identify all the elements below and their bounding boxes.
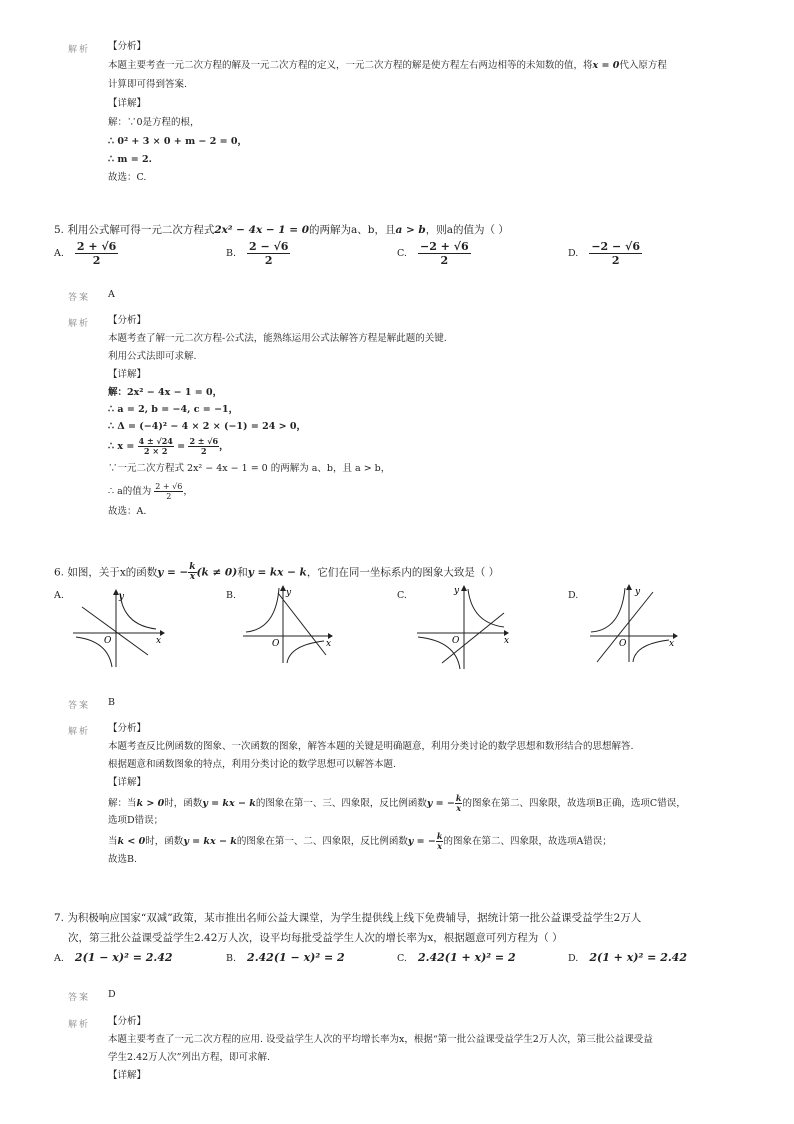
q5-analysis-heading: 【分析】	[108, 315, 147, 326]
q6-detail-heading: 【详解】	[108, 777, 147, 788]
q7-option-d[interactable]: D. 2(1 + x)² = 2.42	[568, 951, 687, 964]
y-label: y	[635, 587, 641, 597]
q4-step-4: 故选：C.	[108, 172, 147, 183]
q7-option-a[interactable]: A. 2(1 − x)² = 2.42	[54, 951, 173, 964]
q5-option-b[interactable]: B. $\frac{2 - √6}{2}$	[226, 240, 289, 267]
q4-analysis-heading: 【分析】	[108, 41, 147, 52]
y-axis-arrow	[461, 585, 467, 591]
q5-option-b-fraction: $\frac{2 - √6}{2}$	[249, 240, 289, 267]
q5-option-a-fraction: $\frac{2 + √6}{2}$	[76, 240, 117, 267]
y-label: y	[119, 592, 125, 602]
q4-analysis-line1: 本题主要考查一元二次方程的解及一元二次方程的定义，一元二次方程的解是使方程左右两边相等的未知数的值，将x = 0代入原方程	[108, 60, 667, 71]
q5-analysis-line2: 利用公式法即可求解.	[108, 351, 197, 362]
analysis-label-q4: 解析	[68, 45, 91, 55]
q5-step-4: ∴ x = $\frac{4 \pm √24}{2 \times 2}$ = $\frac{2 \pm √6}{2}$ ，	[108, 436, 229, 456]
q6-graph-c[interactable]	[412, 583, 512, 673]
q7-analysis-line2: 学生2.42万人次”列出方程，即可求解.	[108, 1052, 271, 1063]
q6-option-b-label[interactable]: B.	[226, 590, 237, 601]
q5-detail-heading: 【详解】	[108, 369, 147, 380]
q6-graph-d[interactable]	[585, 580, 685, 665]
q5-option-a[interactable]: A. $\frac{2 + √6}{2}$	[54, 240, 117, 267]
hyperbola-branch-2	[287, 641, 324, 663]
hyperbola-branch-1	[246, 588, 279, 632]
y-axis-arrow	[626, 584, 632, 590]
answer-label-q5: 答案	[68, 293, 91, 303]
q6-step-1: 解：当k > 0时，函数y = kx − k的图象在第一、三、四象限，反比例函数y = − $\frac{k}{x}$ 的图象在第二、四象限，故选项B正确，选项C错误，	[108, 793, 686, 813]
y-label: y	[286, 588, 292, 598]
q5-option-c[interactable]: C. $\frac{-2 + √6}{2}$	[397, 240, 469, 267]
q4-step-1: 解：∵0是方程的根，	[108, 117, 200, 128]
q5-option-d[interactable]: D. $\frac{-2 - √6}{2}$	[568, 240, 640, 267]
q5-step-6: ∴ a的值为 $\frac{2 + √6}{2}$ ，	[108, 482, 193, 501]
origin-label: O	[452, 636, 460, 646]
hyperbola-branch-1	[120, 593, 156, 629]
answer-label-q6: 答案	[68, 701, 91, 711]
origin-label: O	[619, 639, 627, 649]
x-label: x	[326, 639, 332, 649]
line-graph	[278, 593, 326, 655]
q7-detail-heading: 【详解】	[108, 1070, 147, 1081]
q6-graph-b[interactable]	[238, 583, 338, 668]
q5-step-1: 解：2x² − 4x − 1 = 0，	[108, 387, 223, 398]
q5-answer: A	[108, 289, 115, 300]
hyperbola-branch-1	[591, 588, 625, 632]
q6-step-3: 当k < 0时，函数y = kx − k的图象在第一、二、四象限，反比例函数y = − $\frac{k}{x}$ 的图象在第二、四象限，故选项A错误；	[108, 831, 612, 851]
q6-step-2: 选项D错误；	[108, 815, 164, 826]
origin-label: O	[272, 639, 280, 649]
analysis-label-q6: 解析	[68, 727, 91, 737]
q6-analysis-line2: 根据题意和函数图象的特点，利用分类讨论的数学思想可以解答本题.	[108, 759, 397, 770]
q4-analysis-line2: 计算即可得到答案.	[108, 79, 188, 90]
q6-analysis-line1: 本题考查反比例函数的图象、一次函数的图象，解答本题的关键是明确题意，利用分类讨论的数学思想和数形结合的思想解答.	[108, 741, 634, 752]
q6-option-c-label[interactable]: C.	[397, 590, 407, 601]
analysis-label-q7: 解析	[68, 1020, 91, 1030]
hyperbola-branch-2	[633, 640, 669, 662]
q6-option-d-label[interactable]: D.	[568, 590, 579, 601]
origin-label: O	[104, 636, 112, 646]
q7-answer: D	[108, 989, 116, 1000]
q5-stem: 5. 利用公式解可得一元二次方程式2x² − 4x − 1 = 0的两解为a、b，且a > b，则a的值为（ ）	[54, 224, 509, 236]
q7-option-c[interactable]: C. 2.42(1 + x)² = 2	[397, 951, 516, 964]
q5-analysis-line1: 本题考查了解一元二次方程-公式法，能熟练运用公式法解答方程是解此题的关键.	[108, 333, 447, 344]
q4-detail-heading: 【详解】	[108, 98, 147, 109]
q5-step-7: 故选：A.	[108, 506, 147, 517]
q7-analysis-line1: 本题主要考查了一元二次方程的应用. 设受益学生人次的平均增长率为x，根据“第一批公益课受益学生2万人次，第三批公益课受益	[108, 1034, 653, 1045]
q6-stem: 6. 如图，关于x的函数y = − $\frac{k}{x}$ (k ≠ 0)和y = kx − k，它们在同一坐标系内的图象大致是（ ）	[54, 562, 500, 582]
line-graph	[82, 607, 148, 655]
q5-step-5: ∵一元二次方程式 2x² − 4x − 1 = 0 的两解为 a、b，且 a > b，	[108, 463, 391, 474]
hyperbola-branch-1	[468, 589, 504, 627]
x-label: x	[504, 636, 510, 646]
q7-analysis-heading: 【分析】	[108, 1016, 147, 1027]
q6-option-a-label[interactable]: A.	[54, 590, 64, 601]
q5-option-d-fraction: $\frac{-2 - √6}{2}$	[591, 240, 640, 267]
q5-option-c-fraction: $\frac{-2 + √6}{2}$	[419, 240, 469, 267]
y-label: y	[454, 586, 460, 596]
q4-step-2: ∴ 0² + 3 × 0 + m − 2 = 0，	[108, 136, 247, 147]
q4-step-3: ∴ m = 2.	[108, 154, 152, 165]
q5-step-3: ∴ Δ = (−4)² − 4 × 2 × (−1) = 24 > 0，	[108, 421, 307, 432]
q7-stem-line1: 7. 为积极响应国家“双减”政策，某市推出名师公益大课堂，为学生提供线上线下免费辅导，据统计第一批公益课受益学生2万人	[54, 912, 642, 924]
analysis-label-q5: 解析	[68, 319, 91, 329]
q7-stem-line2: 次，第三批公益课受益学生2.42万人次，设平均每批受益学生人次的增长率为x，根据题意可列方程为（ ）	[68, 932, 563, 944]
line-graph	[597, 592, 653, 662]
q6-graph-a[interactable]	[68, 585, 168, 670]
x-label: x	[669, 639, 675, 649]
q7-option-b[interactable]: B. 2.42(1 − x)² = 2	[226, 951, 345, 964]
q6-analysis-heading: 【分析】	[108, 723, 147, 734]
x-label: x	[156, 636, 162, 646]
q5-step-2: ∴ a = 2, b = −4, c = −1，	[108, 404, 239, 415]
q6-step-4: 故选B.	[108, 854, 138, 865]
answer-label-q7: 答案	[68, 993, 91, 1003]
q6-answer: B	[108, 697, 115, 708]
